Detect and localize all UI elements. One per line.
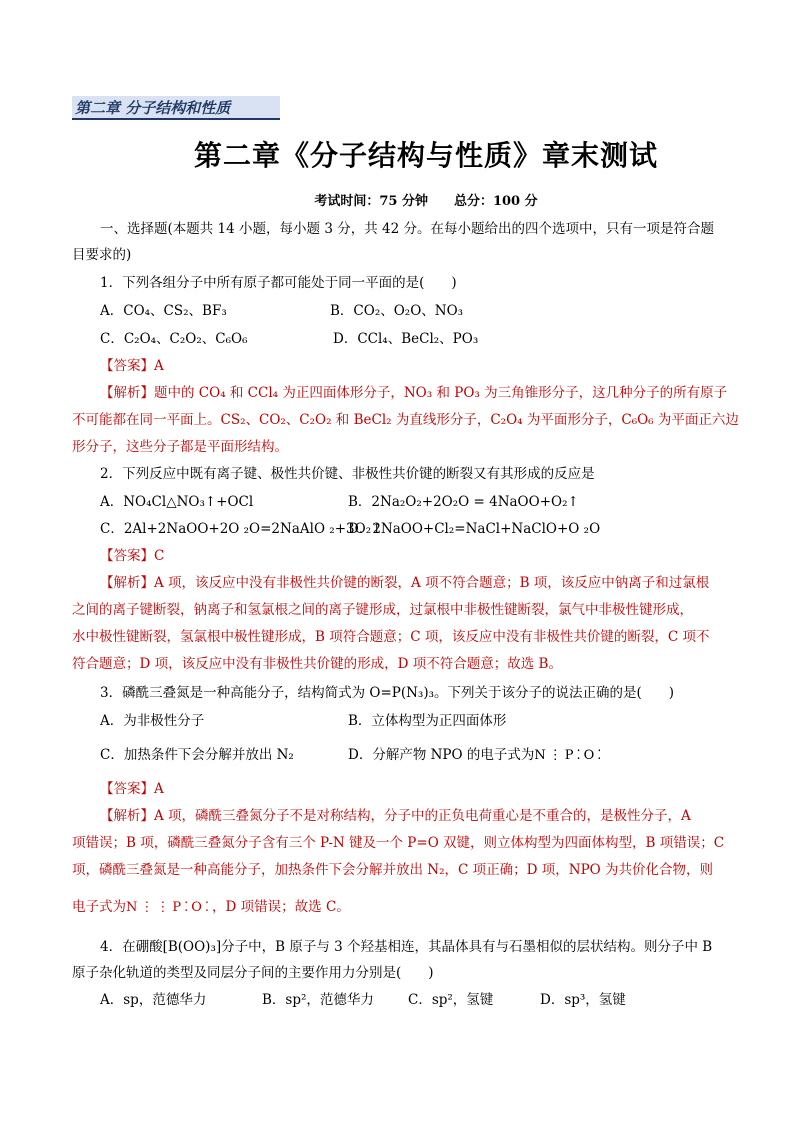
- q2-analysis-line1: [100, 573, 709, 593]
- analysis-tag: 【解析】: [100, 808, 154, 824]
- page-title: 第二章《分子结构与性质》章末测试: [193, 139, 658, 172]
- analysis-tag: 【解析】: [100, 575, 154, 591]
- q3-analysis-line4: [72, 897, 350, 918]
- q1-answer: [100, 356, 164, 376]
- q3-option-a: A．为非极性分子: [100, 713, 205, 729]
- q4-stem-line2: 原子杂化轨道的类型及同层分子间的主要作用力分别是( ): [72, 965, 434, 981]
- q3-analysis-line2: 项错误；B 项，磷酰三叠氮分子含有三个 P-N 键及一个 P=O 双键，则立体构型为四面体构型，B 项错误；C: [72, 835, 725, 851]
- q2-analysis-line2: 之间的离子键断裂，钠离子和氢氯根之间的离子键形成，过氯根中非极性键断裂，氯气中非极性键形成，: [72, 602, 693, 618]
- chapter-tag-text: 第二章 分子结构和性质: [75, 99, 231, 117]
- q3-stem: 3．磷酰三叠氮是一种高能分子，结构简式为 O=P(N₃)₃。下列关于该分子的说法正确的是( ): [100, 685, 675, 701]
- analysis-text: 题中的 CO₄ 和 CCl₄ 为正四面体形分子，NO₃ 和 PO₃ 为三角锥形分子，这几种分子的所有原子: [154, 385, 728, 401]
- q4-option-a: A．sp，范德华力: [100, 992, 207, 1008]
- chapter-tag: [72, 96, 280, 120]
- q2-option-a: A．NO₄Cl△NO₃↑+OCl: [100, 494, 254, 510]
- q1-analysis-line1: [100, 383, 727, 403]
- section-intro-line1: 一、选择题(本题共 14 小题，每小题 3 分，共 42 分。在每小题给出的四个选项中，只有一项是符合题: [100, 221, 714, 237]
- answer-tag: 【答案】: [100, 358, 154, 374]
- answer-value: A: [154, 781, 164, 797]
- q2-option-b: B．2Na₂O₂+2O₂O = 4NaOO+O₂↑: [348, 494, 579, 510]
- q4-option-c: C．sp²，氢键: [408, 992, 494, 1008]
- analysis-text: ，D 项错误；故选 C。: [212, 899, 350, 915]
- answer-value: C: [154, 548, 165, 564]
- q1-analysis-line2: 不可能都在同一平面上。CS₂、CO₂、C₂O₂ 和 BeCl₂ 为直线形分子，C₂O₄ 为平面形分子，C₆O₆ 为平面正六边: [72, 412, 739, 428]
- analysis-text: 电子式为: [72, 899, 126, 915]
- q3-option-d: [348, 745, 604, 766]
- q1-analysis-line3: 形分子，这些分子都是平面形结构。: [72, 439, 288, 455]
- q3-analysis-line1: [100, 806, 691, 826]
- q2-stem: 2．下列反应中既有离子键、极性共价键、非极性共价键的断裂又有其形成的反应是: [100, 466, 595, 482]
- q1-stem: 1．下列各组分子中所有原子都可能处于同一平面的是( ): [100, 275, 457, 291]
- answer-tag: 【答案】: [100, 781, 154, 797]
- q2-answer: [100, 546, 164, 566]
- q1-option-b: B．CO₂、O₂O、NO₃: [330, 303, 464, 319]
- q3-option-d-text: D．分解产物 NPO 的电子式为: [348, 747, 535, 763]
- q2-option-d: D．2NaOO+Cl₂=NaCl+NaClO+O ₂O: [348, 521, 601, 537]
- q1-option-c: C．C₂O₄、C₂O₂、C₆O₆: [100, 331, 248, 347]
- q1-option-d: D．CCl₄、BeCl₂、PO₃: [333, 331, 479, 347]
- exam-info: [0, 190, 794, 209]
- electron-formula-npo: N⋮P⁚O⁚: [534, 748, 605, 763]
- section-intro-line2: 目要求的): [72, 247, 132, 263]
- q1-option-a: A．CO₄、CS₂、BF₃: [100, 303, 227, 319]
- total-score: 总分：100 分: [453, 194, 538, 209]
- q2-analysis-line3: 水中极性键断裂，氢氯根中极性键形成，B 项符合题意；C 项，该反应中没有非极性共价键的断裂，C 项不: [72, 629, 710, 645]
- analysis-text: A 项，磷酰三叠氮分子不是对称结构，分子中的正负电荷重心是不重合的，是极性分子，A: [154, 808, 691, 824]
- q3-analysis-line3: 项，磷酰三叠氮是一种高能分子，加热条件下会分解并放出 N₂，C 项正确；D 项，NPO 为共价化合物，则: [72, 862, 714, 878]
- q2-analysis-line4: 符合题意；D 项，该反应中没有非极性共价键的形成，D 项不符合题意；故选 B。: [72, 656, 562, 672]
- q3-option-c: C．加热条件下会分解并放出 N₂: [100, 747, 294, 763]
- analysis-tag: 【解析】: [100, 385, 154, 401]
- q2-option-c: C．2Al+2NaOO+2O ₂O=2NaAlO ₂+3O₂↑: [100, 521, 383, 537]
- q4-option-d: D．sp³，氢键: [540, 992, 626, 1008]
- q4-stem-line1: 4．在硼酸[B(OO)₃]分子中，B 原子与 3 个羟基相连，其晶体具有与石墨相似的层状结构。则分子中 B: [100, 939, 713, 955]
- q3-answer: [100, 779, 164, 799]
- exam-time: 考试时间：75 分钟: [314, 194, 428, 209]
- q4-option-b: B．sp²，范德华力: [262, 992, 374, 1008]
- answer-tag: 【答案】: [100, 548, 154, 564]
- analysis-text: A 项，该反应中没有非极性共价键的断裂，A 项不符合题意；B 项，该反应中钠离子和过氯根: [154, 575, 710, 591]
- electron-formula-npo-correct: N⋮⋮P⁚O⁚: [126, 900, 213, 915]
- answer-value: A: [154, 358, 164, 374]
- q3-option-b: B．立体构型为正四面体形: [348, 713, 507, 729]
